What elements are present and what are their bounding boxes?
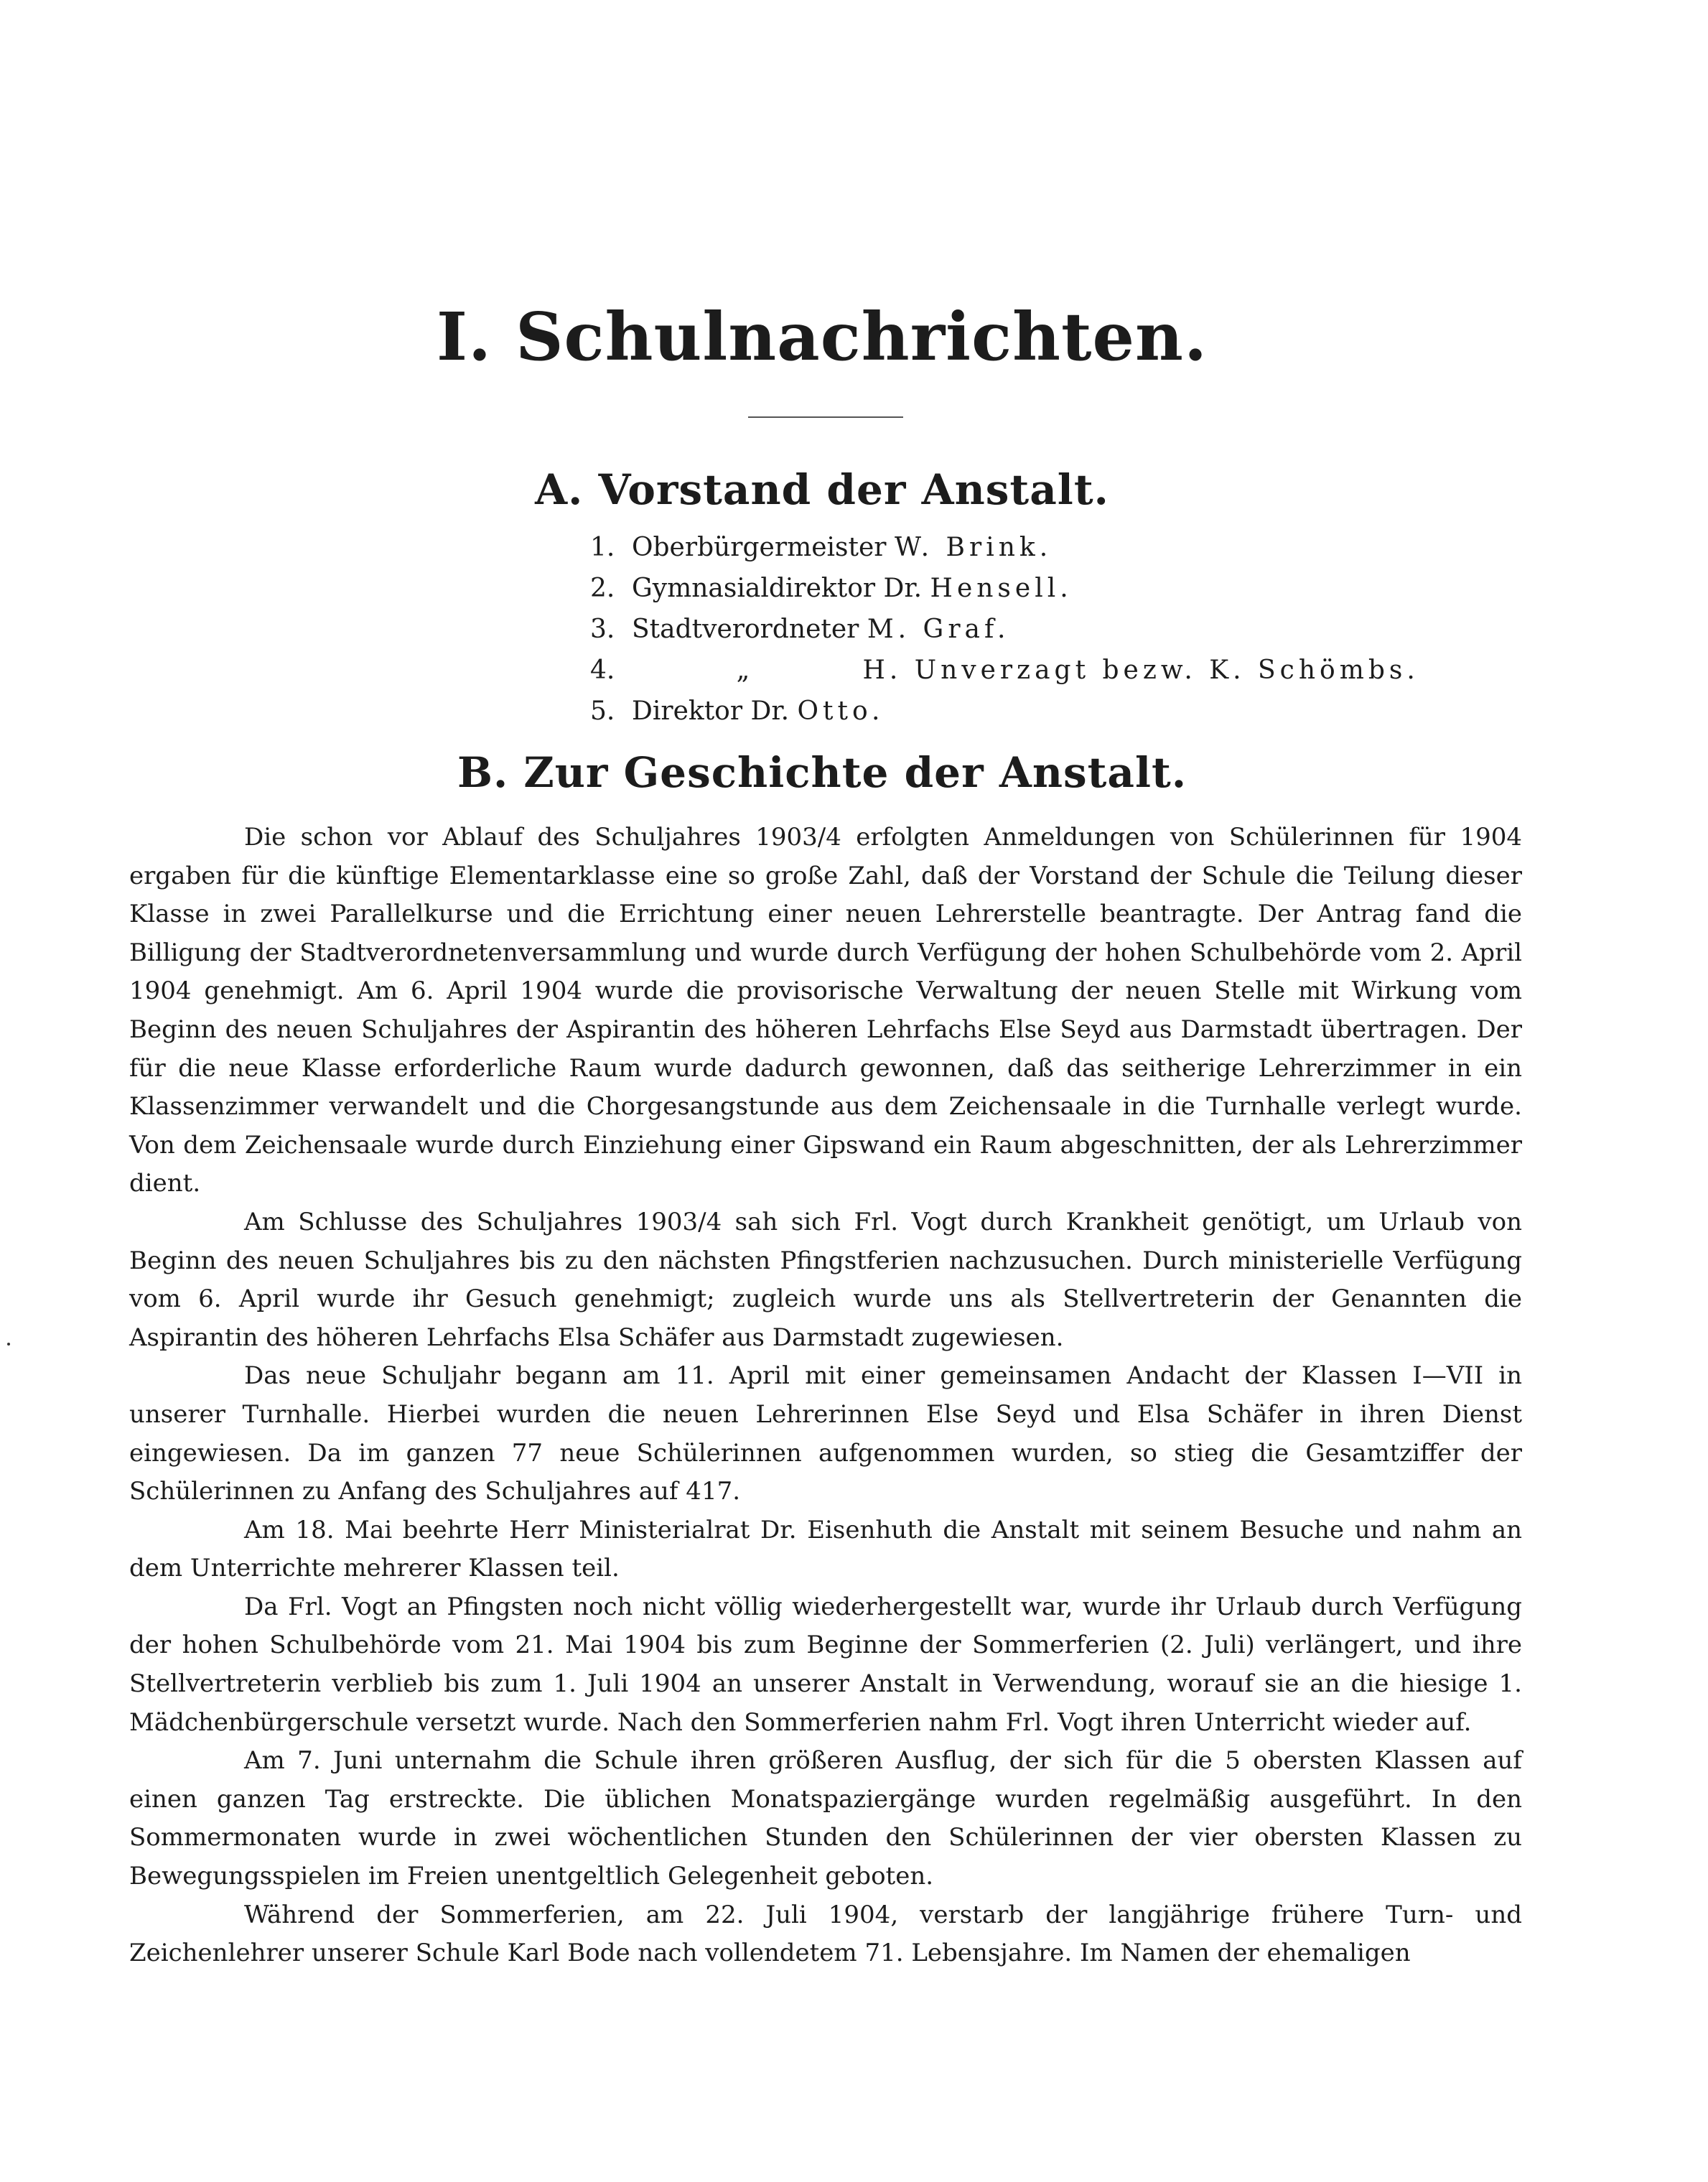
item-number: 3. (590, 615, 615, 644)
member-role: Stadtverordneter (632, 615, 859, 644)
board-member-item (590, 568, 1419, 609)
board-member-item (590, 609, 1419, 650)
history-body (129, 819, 1522, 1973)
paragraph: Da Frl. Vogt an Pfingsten noch nicht völlig wiederhergestellt war, wurde ihr Urlaub durch Verfügung der hohen Schulbehörde vom 21. Mai 1904 bis zum Beginne der Sommerferien (2. Juli) verlängert, und ihre Stellvertreterin verblieb bis zum 1. Juli 1904 an unserer Anstalt in Verwendung, worauf sie an die hiesige 1. Mädchenbürgerschule versetzt wurde. Nach den Sommerferien nahm Frl. Vogt ihren Unterricht wieder auf. (129, 1592, 1522, 1737)
paragraph: Die schon vor Ablauf des Schuljahres 1903/4 erfolgten Anmeldungen von Schülerinnen für 1904 ergaben für die künftige Elementarklasse eine so große Zahl, daß der Vorstand der Schule die Teilung dieser Klasse in zwei Parallelkurse und die Errichtung einer neuen Lehrerstelle beantragte. Der Antrag fand die Billigung der Stadtverordnetenversammlung und wurde durch Verfügung der hohen Schulbehörde vom 2. April 1904 genehmigt. Am 6. April 1904 wurde die provisorische Verwaltung der neuen Stelle mit Wirkung vom Beginn des neuen Schuljahres der Aspirantin des höheren Lehrfachs Else Seyd aus Darmstadt übertragen. Der für die neue Klasse erforderliche Raum wurde dadurch gewonnen, daß das seitherige Lehrerzimmer in ein Klassenzimmer verwandelt und die Chorgesangstunde aus dem Zeichensaale in die Turnhalle verlegt wurde. Von dem Zeichensaale wurde durch Einziehung einer Gipswand ein Raum abgeschnitten, der als Lehrerzimmer dient. (129, 823, 1522, 1198)
board-member-item (590, 527, 1419, 568)
item-number: 2. (590, 574, 615, 603)
item-number: 5. (590, 696, 615, 726)
member-name: W. Brink. (894, 533, 1053, 562)
board-member-item (590, 650, 1419, 691)
paragraph: Das neue Schuljahr begann am 11. April mit einer gemeinsamen Andacht der Klassen I—VII in unserer Turnhalle. Hierbei wurden die neuen Lehrerinnen Else Seyd und Elsa Schäfer in ihren Dienst eingewiesen. Da im ganzen 77 neue Schülerinnen aufgenommen wurden, so stieg die Gesamtziffer der Schülerinnen zu Anfang des Schuljahres auf 417. (129, 1361, 1522, 1506)
page-title: I. Schulnachrichten. (437, 298, 1208, 376)
board-member-item (590, 691, 1419, 732)
member-role: Oberbürgermeister (632, 533, 887, 562)
member-name: H. Unverzagt bezw. K. Schömbs. (862, 656, 1419, 685)
member-role: Gymnasialdirektor Dr. (632, 574, 923, 603)
paragraph: Am 18. Mai beehrte Herr Ministerialrat Dr. Eisenhuth die Anstalt mit seinem Besuche und nahm an dem Unterrichte mehrerer Klassen teil. (129, 1515, 1522, 1583)
paragraph: Während der Sommerferien, am 22. Juli 1904, verstarb der langjährige frühere Turn- und Zeichenlehrer unserer Schule Karl Bode nach vollendetem 71. Lebensjahre. Im Namen der ehemaligen (129, 1900, 1522, 1968)
section-a-heading: A. Vorstand der Anstalt. (535, 465, 1109, 514)
member-role: Direktor Dr. (632, 696, 790, 726)
scan-speck (7, 1343, 10, 1346)
item-number: 4. (590, 656, 615, 685)
board-member-list (590, 527, 1419, 732)
member-name: M. Graf. (867, 615, 1010, 644)
paragraph: Am 7. Juni unternahm die Schule ihren größeren Ausflug, der sich für die 5 obersten Klassen auf einen ganzen Tag erstreckte. Die üblichen Monatspaziergänge wurden regelmäßig ausgeführt. In den Sommermonaten wurde in zwei wöchentlichen Stunden den Schülerinnen der vier obersten Klassen zu Bewegungsspielen im Freien unentgeltlich Gelegenheit geboten. (129, 1746, 1522, 1891)
member-role-ditto: „ (736, 656, 750, 685)
member-name: Hensell. (930, 574, 1073, 603)
title-divider (748, 416, 903, 418)
item-number: 1. (590, 533, 615, 562)
member-name: Otto. (797, 696, 885, 726)
paragraph: Am Schlusse des Schuljahres 1903/4 sah sich Frl. Vogt durch Krankheit genötigt, um Urlaub von Beginn des neuen Schuljahres bis zu den nächsten Pfingstferien nachzusuchen. Durch ministerielle Verfügung vom 6. April wurde ihr Gesuch genehmigt; zugleich wurde uns als Stellvertreterin der Genannten die Aspirantin des höheren Lehrfachs Elsa Schäfer aus Darmstadt zugewiesen. (129, 1207, 1522, 1352)
section-b-heading: B. Zur Geschichte der Anstalt. (457, 748, 1187, 797)
